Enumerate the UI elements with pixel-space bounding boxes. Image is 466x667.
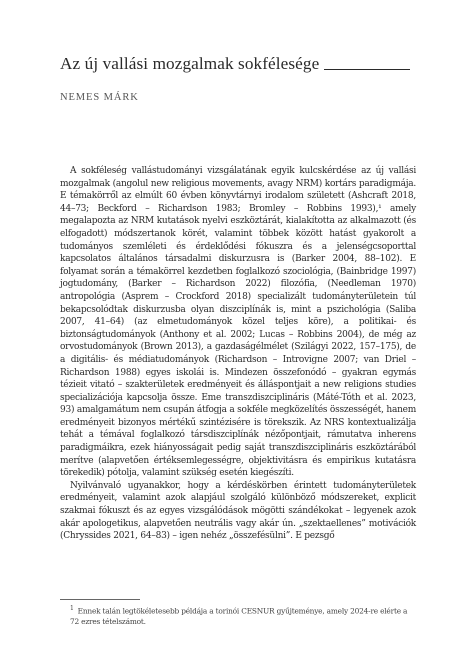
title-rule [324, 69, 410, 70]
paragraph-1: A sokféleség vallástudományi vizsgálatának egyik kulcskérdése az új vallási mozgalmak (angolul new religious movements, avagy NRM) kortárs paradigmája. E témakörről az elmúlt 60 évben könyvtárnyi irodalom született (Ashcraft 2018, 44–73; Beckford – Richardson 1983; Bromley – Robbins 1993),¹ amely megalapozta az NRM kutatások nyelvi eszköztárát, kialakította az alkalmazott (és elfogadott) módszertanok körét, valamint többek között hatást gyakorolt a tudományos szemléleti és érdeklődési fókuszra és a jelenségcsoporttal kapcsolatos általános társadalmi diskurzusra is (Barker 2004, 88–102). E folyamat során a témakörrel kezdetben foglalkozó szociológia, (Bainbridge 1997) jogtudomány, (Barker – Richardson 2022) filozófia, (Needleman 1970) antropológia (Asprem – Crockford 2018) specializált tudományterületein túl bekapcsolódtak diskurzusba olyan diszciplínák is, mint a pszichológia (Saliba 2007, 41–64) (az elmetudományok közel teljes köre), a politikai- és biztonságtudományok (Anthony et al. 2002; Lucas – Robbins 2004), de még az orvostudományok (Brown 2013), a gazdaságélmélet (Szilágyi 2022, 157–175), de a digitális- és médiatudományok (Richardson – Introvigne 2007; van Driel – Richardson 1988) egyes iskolái is. Mindezen összefonódó – gyakran egymás tézieit vitató – szakterületek eredményeit és álláspontjait a new religions studies specializációja kapcsolja össze. Eme transzdiszciplináris (Máté-Tóth et al. 2023, 93) amalgamátum nem csupán átfogja a sokféle megközelítés összességét, hanem eredményeit bizonyos mértékű szintézisére is törekszik. Az NRS kontextualizálja tehát a témával foglalkozó társdiszciplínák nézőpontjait, rámutatva inherens paradigmáikra, ezek hiányosságait pedig saját transzdiszciplináris eszköztárából merítve (alapvetően értéksemlegességre, objektivitásra és empirikus kutatásra törekedik) pótolja, valamint szükség esetén kiegészíti. [60, 166, 416, 479]
paragraph-2: Nyilvánvaló ugyanakkor, hogy a kérdéskörben érintett tudományterületek eredményeit, valamint azok alapjául szolgáló különböző módszereket, explicit szakmai fókuszt és az egyes vizsgálódások mögötti szándékokat – legyenek azok akár apologetikus, alapvetően neutrális vagy akár ún. „szektaellenes” motivációk (Chryssides 2021, 64–83) – igen nehéz „összefésülni”. E pezsgő [60, 480, 416, 542]
page-title: Az új vallási mozgalmak sokfélesége [60, 54, 320, 73]
body-text [60, 165, 416, 543]
title-row [60, 54, 410, 74]
footnote [60, 604, 416, 627]
footnote-rule [60, 599, 140, 600]
author-name: NEMES MÁRK [60, 92, 139, 103]
footnote-mark: 1 [70, 605, 74, 612]
footnote-text: Ennek talán legtökéletesebb példája a torinói CESNUR gyűjteménye, amely 2024-re elérte a 72 ezres tételszámot. [70, 606, 408, 626]
